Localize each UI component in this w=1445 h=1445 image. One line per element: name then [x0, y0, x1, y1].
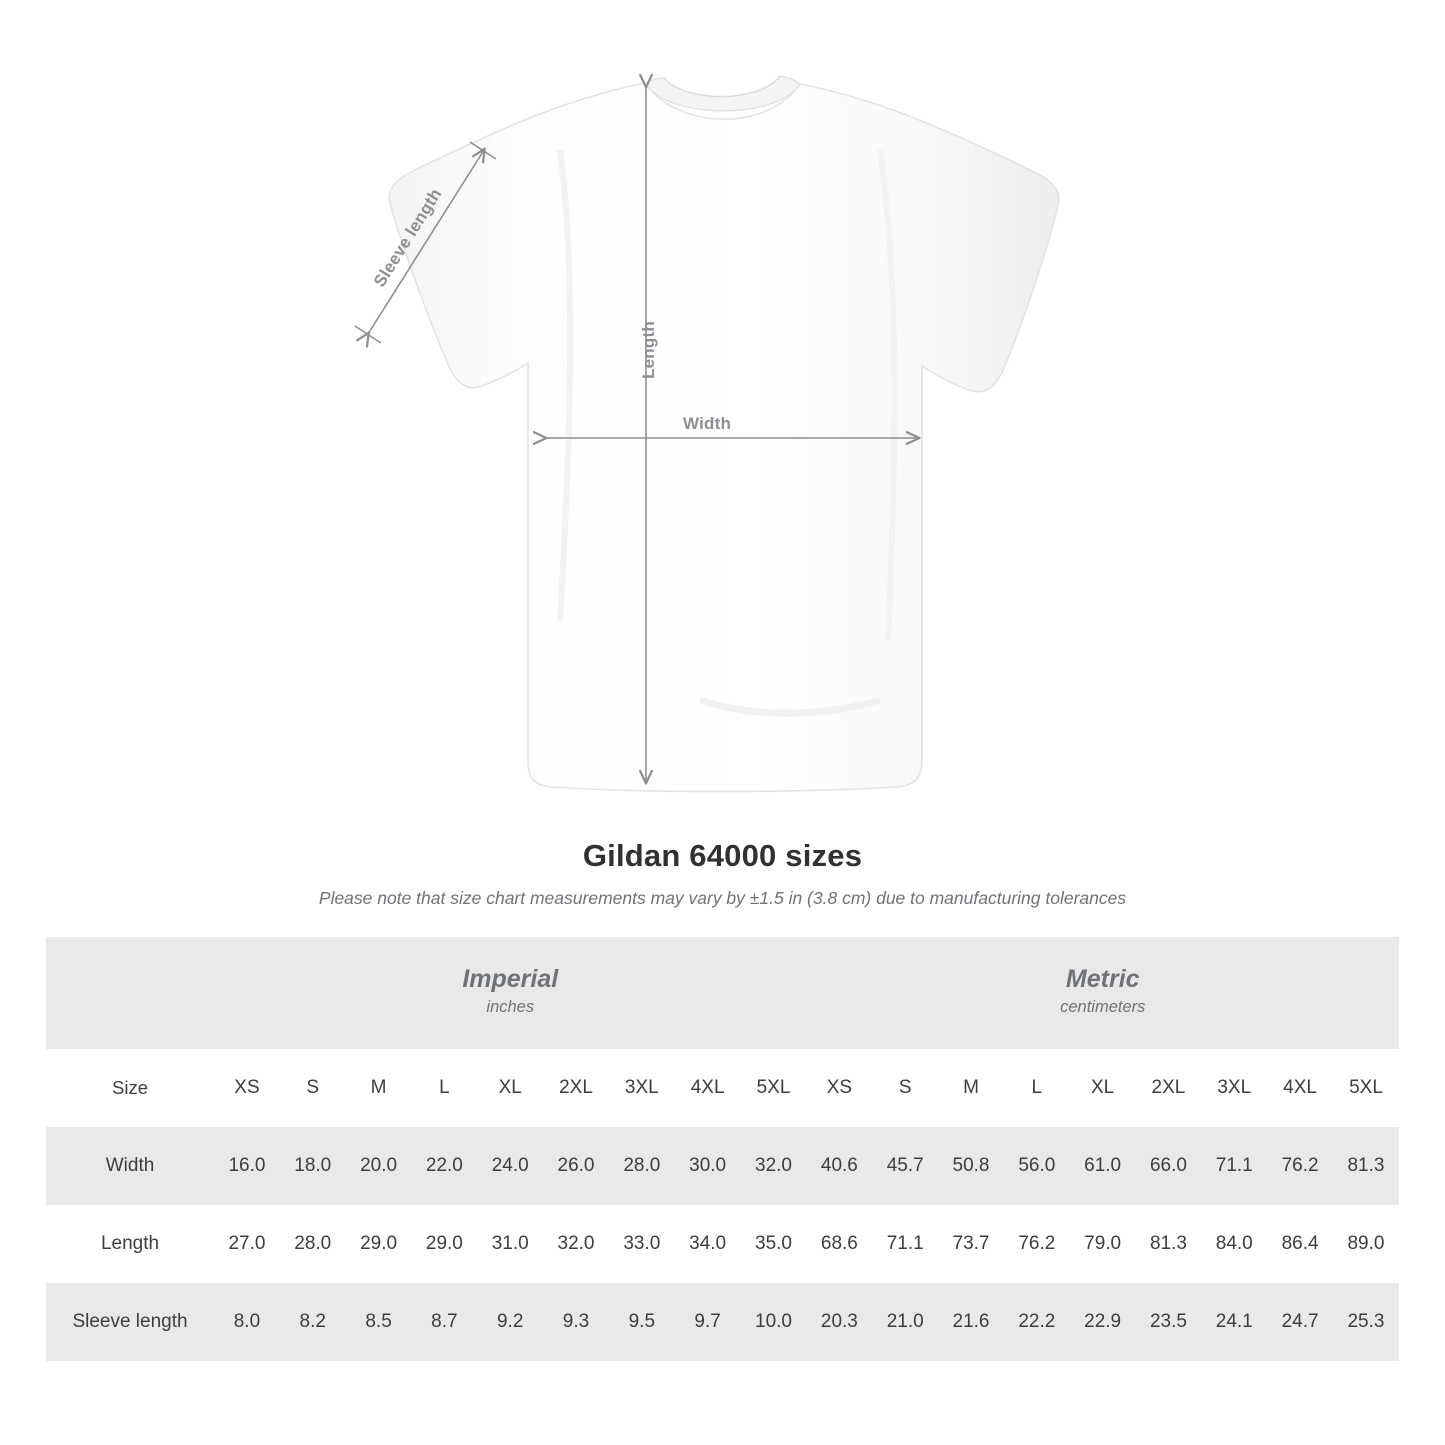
width-label: Width	[683, 414, 732, 433]
cell-length-3: 29.0	[411, 1205, 477, 1283]
cell-sleeve-6: 9.5	[609, 1283, 675, 1361]
cell-width-3: 22.0	[411, 1127, 477, 1205]
col-head-imp-xl: XL	[477, 1049, 543, 1127]
row-label-length: Length	[46, 1205, 214, 1283]
col-head-met-xs: XS	[806, 1049, 872, 1127]
col-head-met-l: L	[1004, 1049, 1070, 1127]
unit-metric-sub: centimeters	[1060, 998, 1146, 1017]
cell-width-15: 71.1	[1201, 1127, 1267, 1205]
col-head-imp-5xl: 5XL	[741, 1049, 807, 1127]
unit-metric-name: Metric	[1065, 965, 1140, 994]
unit-metric	[806, 937, 1399, 1049]
col-head-met-s: S	[872, 1049, 938, 1127]
size-table	[46, 937, 1399, 1361]
cell-length-9: 68.6	[806, 1205, 872, 1283]
cell-sleeve-7: 9.7	[675, 1283, 741, 1361]
cell-width-2: 20.0	[346, 1127, 412, 1205]
col-head-imp-3xl: 3XL	[609, 1049, 675, 1127]
cell-width-6: 28.0	[609, 1127, 675, 1205]
cell-width-5: 26.0	[543, 1127, 609, 1205]
tolerance-note: Please note that size chart measurements may vary by ±1.5 in (3.8 cm) due to manufacturing tolerances	[318, 888, 1127, 908]
size-header-row	[46, 1049, 1399, 1127]
cell-width-12: 56.0	[1004, 1127, 1070, 1205]
cell-sleeve-0: 8.0	[214, 1283, 280, 1361]
cell-length-17: 89.0	[1333, 1205, 1399, 1283]
cell-width-17: 81.3	[1333, 1127, 1399, 1205]
cell-sleeve-11: 21.6	[938, 1283, 1004, 1361]
col-head-imp-m: M	[346, 1049, 412, 1127]
cell-width-7: 30.0	[675, 1127, 741, 1205]
cell-length-15: 84.0	[1201, 1205, 1267, 1283]
title-block	[0, 838, 1445, 909]
row-label-width: Width	[46, 1127, 214, 1205]
cell-sleeve-9: 20.3	[806, 1283, 872, 1361]
cell-sleeve-15: 24.1	[1201, 1283, 1267, 1361]
cell-width-8: 32.0	[741, 1127, 807, 1205]
page-title: Gildan 64000 sizes	[582, 838, 863, 873]
cell-sleeve-10: 21.0	[872, 1283, 938, 1361]
cell-sleeve-8: 10.0	[741, 1283, 807, 1361]
cell-length-4: 31.0	[477, 1205, 543, 1283]
cell-length-16: 86.4	[1267, 1205, 1333, 1283]
row-label-sleeve-length: Sleeve length	[46, 1283, 214, 1361]
cell-width-4: 24.0	[477, 1127, 543, 1205]
unit-imperial-sub: inches	[486, 998, 535, 1017]
cell-width-1: 18.0	[280, 1127, 346, 1205]
cell-width-16: 76.2	[1267, 1127, 1333, 1205]
cell-length-6: 33.0	[609, 1205, 675, 1283]
cell-length-11: 73.7	[938, 1205, 1004, 1283]
length-label: Length	[638, 321, 658, 379]
col-head-imp-l: L	[411, 1049, 477, 1127]
col-head-imp-xs: XS	[214, 1049, 280, 1127]
cell-width-13: 61.0	[1070, 1127, 1136, 1205]
cell-length-0: 27.0	[214, 1205, 280, 1283]
col-head-met-3xl: 3XL	[1201, 1049, 1267, 1127]
cell-length-12: 76.2	[1004, 1205, 1070, 1283]
col-head-met-xl: XL	[1070, 1049, 1136, 1127]
cell-width-11: 50.8	[938, 1127, 1004, 1205]
table-row-sleeve-length	[46, 1283, 1399, 1361]
cell-sleeve-14: 23.5	[1136, 1283, 1202, 1361]
col-head-met-4xl: 4XL	[1267, 1049, 1333, 1127]
col-head-met-m: M	[938, 1049, 1004, 1127]
col-head-met-2xl: 2XL	[1136, 1049, 1202, 1127]
cell-sleeve-4: 9.2	[477, 1283, 543, 1361]
unit-imperial-name: Imperial	[462, 965, 559, 994]
cell-length-14: 81.3	[1136, 1205, 1202, 1283]
cell-sleeve-12: 22.2	[1004, 1283, 1070, 1361]
cell-sleeve-5: 9.3	[543, 1283, 609, 1361]
col-head-imp-2xl: 2XL	[543, 1049, 609, 1127]
unit-spacer	[46, 937, 214, 1049]
sleeve-length-label: Sleeve length	[369, 185, 446, 291]
cell-length-7: 34.0	[675, 1205, 741, 1283]
cell-width-9: 40.6	[806, 1127, 872, 1205]
col-head-imp-s: S	[280, 1049, 346, 1127]
cell-width-10: 45.7	[872, 1127, 938, 1205]
cell-width-0: 16.0	[214, 1127, 280, 1205]
table-row-length	[46, 1205, 1399, 1283]
cell-length-13: 79.0	[1070, 1205, 1136, 1283]
cell-sleeve-3: 8.7	[411, 1283, 477, 1361]
header-size-label: Size	[46, 1049, 214, 1127]
unit-header-row	[46, 937, 1399, 1049]
cell-sleeve-17: 25.3	[1333, 1283, 1399, 1361]
unit-imperial	[214, 937, 806, 1049]
cell-sleeve-1: 8.2	[280, 1283, 346, 1361]
cell-length-10: 71.1	[872, 1205, 938, 1283]
cell-length-8: 35.0	[741, 1205, 807, 1283]
cell-width-14: 66.0	[1136, 1127, 1202, 1205]
col-head-met-5xl: 5XL	[1333, 1049, 1399, 1127]
cell-sleeve-16: 24.7	[1267, 1283, 1333, 1361]
col-head-imp-4xl: 4XL	[675, 1049, 741, 1127]
size-table-wrapper	[0, 937, 1445, 1361]
cell-sleeve-2: 8.5	[346, 1283, 412, 1361]
cell-length-5: 32.0	[543, 1205, 609, 1283]
cell-sleeve-13: 22.9	[1070, 1283, 1136, 1361]
cell-length-2: 29.0	[346, 1205, 412, 1283]
table-row-width	[46, 1127, 1399, 1205]
cell-length-1: 28.0	[280, 1205, 346, 1283]
